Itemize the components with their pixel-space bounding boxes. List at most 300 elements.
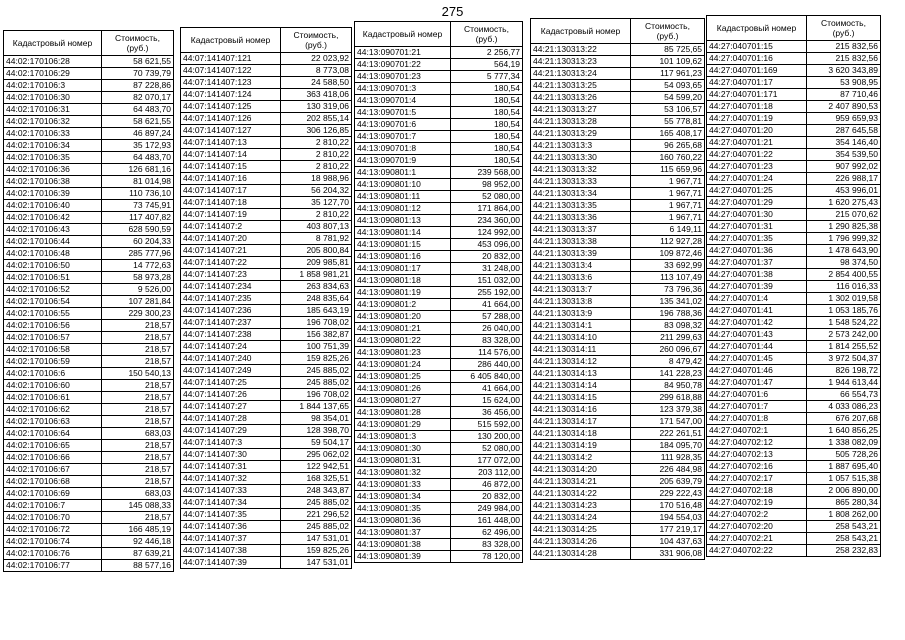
table-row — [531, 380, 705, 392]
table-row — [707, 89, 881, 101]
table-row — [181, 281, 352, 293]
cost-cell: 145 088,33 — [102, 500, 174, 512]
table-row — [4, 284, 174, 296]
cadastral-number-cell: 44:27:040701:42 — [707, 317, 807, 329]
cadastral-number-cell: 44:21:130314:1 — [531, 320, 631, 332]
table-row — [181, 389, 352, 401]
table-row — [4, 92, 174, 104]
cost-cell: 1 338 082,09 — [807, 437, 881, 449]
table-row — [707, 413, 881, 425]
table-row — [355, 47, 523, 59]
cadastral-number-cell: 44:13:090801:22 — [355, 335, 451, 347]
table-row — [181, 449, 352, 461]
cost-cell: 57 288,00 — [451, 311, 523, 323]
cadastral-number-cell: 44:02:170106:72 — [4, 524, 102, 536]
cost-cell: 1 302 019,58 — [807, 293, 881, 305]
cadastral-number-cell: 44:13:090801:35 — [355, 503, 451, 515]
table-row — [4, 524, 174, 536]
cost-cell: 26 040,00 — [451, 323, 523, 335]
table-row — [531, 332, 705, 344]
cost-cell: 218,57 — [102, 452, 174, 464]
cost-cell: 87 639,21 — [102, 548, 174, 560]
cost-cell: 110 736,10 — [102, 188, 174, 200]
cost-cell: 180,54 — [451, 143, 523, 155]
table-row — [4, 152, 174, 164]
cost-cell: 31 248,00 — [451, 263, 523, 275]
cadastral-number-cell: 44:27:040701:21 — [707, 137, 807, 149]
cost-cell: 58 621,55 — [102, 56, 174, 68]
table-row — [355, 215, 523, 227]
cadastral-number-cell: 44:27:040701:16 — [707, 53, 807, 65]
cost-header: Стоимость, (руб.) — [281, 28, 352, 53]
cadastral-number-cell: 44:07:141407:3 — [181, 437, 281, 449]
table-row — [4, 176, 174, 188]
cadastral-number-cell: 44:27:040701:29 — [707, 197, 807, 209]
table-row — [531, 104, 705, 116]
table-row — [4, 236, 174, 248]
cadastral-number-cell: 44:13:090801:11 — [355, 191, 451, 203]
table-row — [707, 257, 881, 269]
cadastral-number-header: Кадастровый номер — [531, 19, 631, 44]
table-row — [4, 440, 174, 452]
cost-cell: 287 645,58 — [807, 125, 881, 137]
table-row — [355, 491, 523, 503]
cost-cell: 73 745,91 — [102, 200, 174, 212]
cost-cell: 54 599,20 — [631, 92, 705, 104]
table-row — [4, 380, 174, 392]
cost-cell: 1 548 524,22 — [807, 317, 881, 329]
cadastral-number-cell: 44:02:170106:65 — [4, 440, 102, 452]
cadastral-number-cell: 44:13:090801:3 — [355, 431, 451, 443]
cadastral-number-cell: 44:02:170106:7 — [4, 500, 102, 512]
cadastral-number-cell: 44:21:130313:30 — [531, 152, 631, 164]
cost-cell: 111 928,35 — [631, 452, 705, 464]
cadastral-number-cell: 44:13:090701:7 — [355, 131, 451, 143]
table-row — [531, 548, 705, 560]
cadastral-number-cell: 44:13:090801:30 — [355, 443, 451, 455]
cadastral-number-cell: 44:27:040701:15 — [707, 41, 807, 53]
table-row — [181, 161, 352, 173]
cadastral-number-cell: 44:21:130314:10 — [531, 332, 631, 344]
cost-header: Стоимость, (руб.) — [102, 31, 174, 56]
cadastral-table-4 — [530, 18, 705, 560]
cost-cell: 177 219,17 — [631, 524, 705, 536]
cadastral-number-cell: 44:07:141407:125 — [181, 101, 281, 113]
table-row — [181, 221, 352, 233]
cost-cell: 115 659,96 — [631, 164, 705, 176]
cost-cell: 211 299,63 — [631, 332, 705, 344]
cost-cell: 41 664,00 — [451, 299, 523, 311]
cadastral-number-cell: 44:02:170106:68 — [4, 476, 102, 488]
cadastral-number-cell: 44:13:090801:21 — [355, 323, 451, 335]
table-row — [531, 248, 705, 260]
table-row — [707, 245, 881, 257]
cadastral-number-cell: 44:21:130313:38 — [531, 236, 631, 248]
table-row — [4, 248, 174, 260]
cadastral-number-cell: 44:27:040702:12 — [707, 437, 807, 449]
table-row — [4, 464, 174, 476]
cost-cell: 54 093,65 — [631, 80, 705, 92]
cadastral-number-header: Кадастровый номер — [355, 22, 451, 47]
cost-cell: 205 800,84 — [281, 245, 352, 257]
cadastral-number-cell: 44:21:130314:25 — [531, 524, 631, 536]
cost-cell: 1 620 275,43 — [807, 197, 881, 209]
cadastral-number-cell: 44:02:170106:29 — [4, 68, 102, 80]
cost-cell: 52 080,00 — [451, 443, 523, 455]
cost-cell: 124 992,00 — [451, 227, 523, 239]
cadastral-number-cell: 44:13:090801:2 — [355, 299, 451, 311]
page-number: 275 — [441, 4, 464, 19]
table-row — [4, 416, 174, 428]
cadastral-number-cell: 44:13:090801:17 — [355, 263, 451, 275]
table-row — [4, 200, 174, 212]
table-row — [531, 128, 705, 140]
cost-cell: 202 855,14 — [281, 113, 352, 125]
cadastral-number-cell: 44:02:170106:48 — [4, 248, 102, 260]
cost-cell: 239 568,00 — [451, 167, 523, 179]
cadastral-number-cell: 44:07:141407:25 — [181, 377, 281, 389]
cadastral-number-cell: 44:27:040702:21 — [707, 533, 807, 545]
table-row — [707, 533, 881, 545]
table-row — [355, 551, 523, 563]
cadastral-number-cell: 44:13:090801:28 — [355, 407, 451, 419]
cadastral-number-cell: 44:27:040701:39 — [707, 281, 807, 293]
cost-cell: 258 232,83 — [807, 545, 881, 557]
cost-cell: 218,57 — [102, 356, 174, 368]
cadastral-number-cell: 44:21:130314:12 — [531, 356, 631, 368]
cadastral-number-cell: 44:13:090701:22 — [355, 59, 451, 71]
cadastral-number-cell: 44:21:130313:29 — [531, 128, 631, 140]
table-row — [4, 188, 174, 200]
table-row — [181, 509, 352, 521]
table-row — [355, 311, 523, 323]
cadastral-number-cell: 44:27:040701:38 — [707, 269, 807, 281]
table-row — [181, 293, 352, 305]
cost-cell: 2 006 890,00 — [807, 485, 881, 497]
table-row — [707, 293, 881, 305]
cadastral-number-cell: 44:27:040701:44 — [707, 341, 807, 353]
cost-cell: 46 897,24 — [102, 128, 174, 140]
cost-cell: 60 204,33 — [102, 236, 174, 248]
cost-cell: 33 692,99 — [631, 260, 705, 272]
table-row — [4, 452, 174, 464]
table-row — [531, 428, 705, 440]
table-row — [531, 512, 705, 524]
cost-cell: 64 483,70 — [102, 152, 174, 164]
table-row — [531, 392, 705, 404]
cost-cell: 221 296,52 — [281, 509, 352, 521]
cadastral-number-cell: 44:07:141407:30 — [181, 449, 281, 461]
table-row — [4, 296, 174, 308]
cadastral-number-cell: 44:02:170106:63 — [4, 416, 102, 428]
cadastral-number-cell: 44:21:130313:27 — [531, 104, 631, 116]
cost-cell: 151 032,00 — [451, 275, 523, 287]
table-row — [531, 200, 705, 212]
cadastral-number-cell: 44:02:170106:3 — [4, 80, 102, 92]
cost-cell: 1 290 825,38 — [807, 221, 881, 233]
cadastral-number-cell: 44:07:141407:20 — [181, 233, 281, 245]
cadastral-number-cell: 44:27:040702:18 — [707, 485, 807, 497]
table-row — [355, 143, 523, 155]
cost-cell: 147 531,01 — [281, 533, 352, 545]
cadastral-number-cell: 44:07:141407:32 — [181, 473, 281, 485]
table-row — [355, 479, 523, 491]
cadastral-number-cell: 44:21:130313:4 — [531, 260, 631, 272]
cost-cell: 218,57 — [102, 416, 174, 428]
table-row — [4, 80, 174, 92]
cadastral-number-cell: 44:13:090801:16 — [355, 251, 451, 263]
table-row — [4, 344, 174, 356]
table-row — [355, 107, 523, 119]
table-row — [531, 56, 705, 68]
table-row — [181, 209, 352, 221]
cadastral-number-cell: 44:21:130313:37 — [531, 224, 631, 236]
cost-cell: 2 407 890,53 — [807, 101, 881, 113]
cost-cell: 205 639,79 — [631, 476, 705, 488]
cadastral-number-cell: 44:02:170106:40 — [4, 200, 102, 212]
cost-cell: 564,19 — [451, 59, 523, 71]
cost-cell: 218,57 — [102, 464, 174, 476]
cadastral-number-cell: 44:27:040701:24 — [707, 173, 807, 185]
table-row — [355, 539, 523, 551]
cost-cell: 403 807,13 — [281, 221, 352, 233]
cost-cell: 53 106,57 — [631, 104, 705, 116]
table-row — [355, 395, 523, 407]
cadastral-number-cell: 44:21:130314:28 — [531, 548, 631, 560]
cost-cell: 5 777,34 — [451, 71, 523, 83]
cost-cell: 218,57 — [102, 404, 174, 416]
cadastral-number-cell: 44:21:130313:8 — [531, 296, 631, 308]
cadastral-number-cell: 44:13:090701:9 — [355, 155, 451, 167]
table-row — [4, 488, 174, 500]
cadastral-number-cell: 44:07:141407:2 — [181, 221, 281, 233]
cost-cell: 123 379,38 — [631, 404, 705, 416]
cost-cell: 78 120,00 — [451, 551, 523, 563]
cost-cell: 306 126,85 — [281, 125, 352, 137]
cost-cell: 354 539,50 — [807, 149, 881, 161]
cadastral-number-cell: 44:13:090801:37 — [355, 527, 451, 539]
cadastral-number-cell: 44:02:170106:44 — [4, 236, 102, 248]
cadastral-number-cell: 44:21:130313:28 — [531, 116, 631, 128]
cost-cell: 171 864,00 — [451, 203, 523, 215]
cadastral-number-cell: 44:27:040701:37 — [707, 257, 807, 269]
cost-cell: 165 408,17 — [631, 128, 705, 140]
cadastral-number-cell: 44:13:090801:18 — [355, 275, 451, 287]
cadastral-number-cell: 44:02:170106:52 — [4, 284, 102, 296]
table-row — [355, 323, 523, 335]
cost-cell: 865 280,34 — [807, 497, 881, 509]
cadastral-number-cell: 44:02:170106:30 — [4, 92, 102, 104]
cost-cell: 1 967,71 — [631, 176, 705, 188]
table-row — [181, 353, 352, 365]
table-row — [355, 227, 523, 239]
table-row — [181, 89, 352, 101]
table-row — [181, 185, 352, 197]
cost-cell: 98 354,01 — [281, 413, 352, 425]
table-row — [531, 260, 705, 272]
cost-cell: 2 810,22 — [281, 137, 352, 149]
cost-cell: 245 885,02 — [281, 521, 352, 533]
cost-cell: 260 096,67 — [631, 344, 705, 356]
cost-cell: 196 708,02 — [281, 317, 352, 329]
table-row — [181, 485, 352, 497]
cost-cell: 1 967,71 — [631, 212, 705, 224]
cost-cell: 117 961,23 — [631, 68, 705, 80]
cadastral-number-cell: 44:13:090801:26 — [355, 383, 451, 395]
table-row — [4, 224, 174, 236]
cost-cell: 234 360,00 — [451, 215, 523, 227]
cadastral-number-cell: 44:27:040701:8 — [707, 413, 807, 425]
table-row — [531, 68, 705, 80]
cadastral-number-cell: 44:13:090801:13 — [355, 215, 451, 227]
cadastral-number-cell: 44:07:141407:33 — [181, 485, 281, 497]
table-row — [531, 308, 705, 320]
cost-cell: 130 200,00 — [451, 431, 523, 443]
cadastral-number-cell: 44:02:170106:60 — [4, 380, 102, 392]
cost-cell: 218,57 — [102, 320, 174, 332]
cadastral-number-cell: 44:21:130313:23 — [531, 56, 631, 68]
cadastral-number-cell: 44:27:040701:25 — [707, 185, 807, 197]
table-row — [181, 257, 352, 269]
table-row — [4, 68, 174, 80]
cost-cell: 226 988,17 — [807, 173, 881, 185]
table-row — [355, 179, 523, 191]
cost-cell: 46 872,00 — [451, 479, 523, 491]
table-row — [355, 371, 523, 383]
table-row — [531, 224, 705, 236]
table-row — [181, 53, 352, 65]
cost-cell: 248 343,87 — [281, 485, 352, 497]
cost-cell: 215 832,56 — [807, 53, 881, 65]
table-row — [531, 416, 705, 428]
cadastral-number-cell: 44:07:141407:29 — [181, 425, 281, 437]
cost-cell: 180,54 — [451, 107, 523, 119]
table-row — [707, 365, 881, 377]
cadastral-number-cell: 44:02:170106:42 — [4, 212, 102, 224]
cadastral-number-cell: 44:07:141407:121 — [181, 53, 281, 65]
cost-cell: 147 531,01 — [281, 557, 352, 569]
cost-cell: 2 810,22 — [281, 149, 352, 161]
cost-cell: 249 984,00 — [451, 503, 523, 515]
cadastral-number-cell: 44:13:090701:21 — [355, 47, 451, 59]
cadastral-number-cell: 44:13:090801:36 — [355, 515, 451, 527]
cost-cell: 58 973,28 — [102, 272, 174, 284]
table-row — [531, 404, 705, 416]
table-row — [531, 440, 705, 452]
cadastral-number-cell: 44:13:090801:14 — [355, 227, 451, 239]
cost-cell: 255 192,00 — [451, 287, 523, 299]
cost-cell: 113 107,49 — [631, 272, 705, 284]
cost-cell: 180,54 — [451, 119, 523, 131]
table-row — [4, 404, 174, 416]
cadastral-number-cell: 44:21:130314:17 — [531, 416, 631, 428]
cost-cell: 218,57 — [102, 476, 174, 488]
cost-cell: 363 418,06 — [281, 89, 352, 101]
cadastral-number-cell: 44:21:130313:34 — [531, 188, 631, 200]
table-row — [355, 383, 523, 395]
cost-cell: 171 547,00 — [631, 416, 705, 428]
table-header — [4, 31, 174, 56]
table-row — [355, 275, 523, 287]
cadastral-number-cell: 44:21:130314:16 — [531, 404, 631, 416]
table-row — [707, 353, 881, 365]
cost-cell: 58 621,55 — [102, 116, 174, 128]
cost-cell: 218,57 — [102, 344, 174, 356]
cost-cell: 35 172,93 — [102, 140, 174, 152]
table-row — [4, 308, 174, 320]
cadastral-number-cell: 44:13:090701:6 — [355, 119, 451, 131]
cadastral-number-cell: 44:13:090801:10 — [355, 179, 451, 191]
cadastral-number-cell: 44:27:040701:46 — [707, 365, 807, 377]
cadastral-number-cell: 44:02:170106:76 — [4, 548, 102, 560]
table-row — [707, 341, 881, 353]
table-row — [707, 281, 881, 293]
table-row — [707, 77, 881, 89]
cadastral-number-cell: 44:07:141407:35 — [181, 509, 281, 521]
cost-cell: 1 967,71 — [631, 200, 705, 212]
cadastral-number-cell: 44:13:090801:33 — [355, 479, 451, 491]
cost-cell: 59 504,17 — [281, 437, 352, 449]
table-row — [181, 173, 352, 185]
cadastral-number-cell: 44:27:040702:20 — [707, 521, 807, 533]
cost-cell: 56 204,32 — [281, 185, 352, 197]
table-row — [355, 263, 523, 275]
cadastral-number-cell: 44:07:141407:22 — [181, 257, 281, 269]
table-row — [4, 536, 174, 548]
table-row — [707, 185, 881, 197]
cost-cell: 87 710,46 — [807, 89, 881, 101]
table-row — [707, 149, 881, 161]
cost-cell: 98 374,50 — [807, 257, 881, 269]
cost-cell: 263 834,63 — [281, 281, 352, 293]
table-row — [707, 461, 881, 473]
table-row — [707, 389, 881, 401]
cost-cell: 676 207,68 — [807, 413, 881, 425]
cadastral-number-cell: 44:02:170106:32 — [4, 116, 102, 128]
table-row — [181, 365, 352, 377]
table-row — [355, 299, 523, 311]
table-row — [707, 317, 881, 329]
cost-cell: 1 814 255,52 — [807, 341, 881, 353]
table-row — [181, 473, 352, 485]
table-row — [355, 467, 523, 479]
cadastral-number-cell: 44:02:170106:55 — [4, 308, 102, 320]
cadastral-number-cell: 44:02:170106:69 — [4, 488, 102, 500]
cadastral-number-cell: 44:13:090801:25 — [355, 371, 451, 383]
cost-cell: 8 479,42 — [631, 356, 705, 368]
table-row — [355, 239, 523, 251]
cost-cell: 87 228,86 — [102, 80, 174, 92]
cadastral-number-cell: 44:07:141407:37 — [181, 533, 281, 545]
cost-cell: 453 996,01 — [807, 185, 881, 197]
cost-header: Стоимость, (руб.) — [451, 22, 523, 47]
table-row — [355, 359, 523, 371]
table-row — [181, 521, 352, 533]
table-row — [4, 512, 174, 524]
cost-cell: 101 109,62 — [631, 56, 705, 68]
table-row — [531, 488, 705, 500]
cadastral-number-cell: 44:27:040701:20 — [707, 125, 807, 137]
cost-cell: 122 942,51 — [281, 461, 352, 473]
cadastral-number-cell: 44:21:130313:32 — [531, 164, 631, 176]
table-row — [355, 419, 523, 431]
table-row — [355, 287, 523, 299]
cadastral-number-cell: 44:13:090801:39 — [355, 551, 451, 563]
cadastral-number-cell: 44:07:141407:123 — [181, 77, 281, 89]
cadastral-number-cell: 44:02:170106:6 — [4, 368, 102, 380]
table-header — [355, 22, 523, 47]
table-row — [355, 119, 523, 131]
